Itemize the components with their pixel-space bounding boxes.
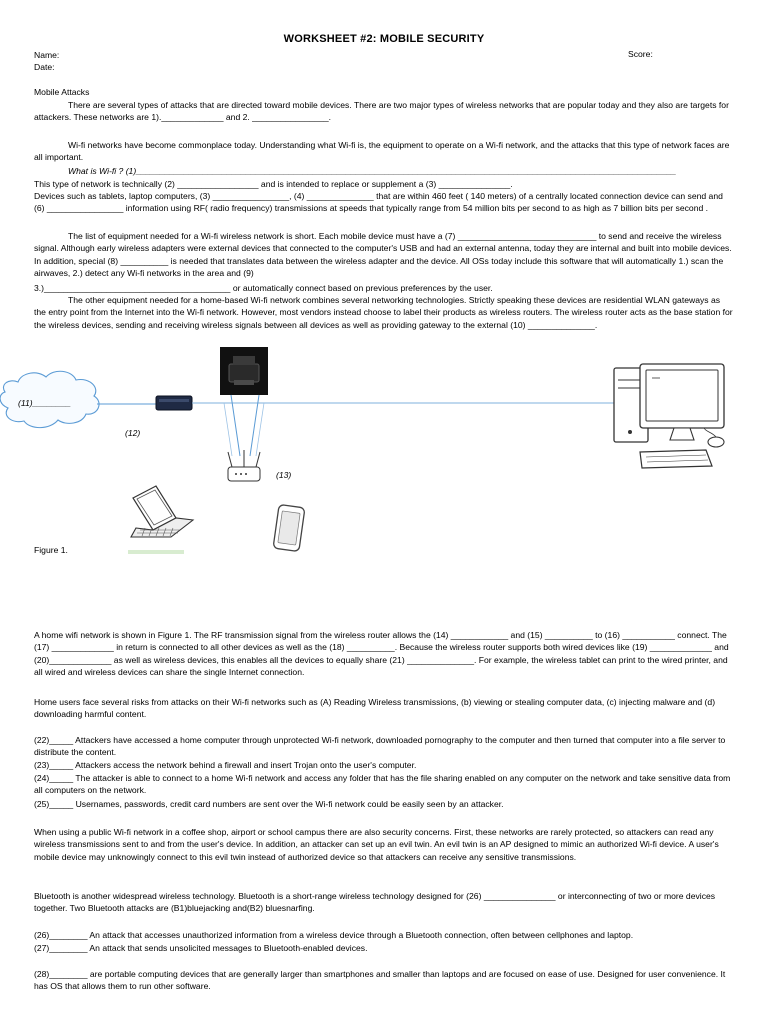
question-23: (23)_____ Attackers access the network behind a firewall and insert Trojan onto the user's computer. bbox=[34, 760, 417, 770]
name-label: Name: bbox=[34, 50, 60, 60]
paragraph-7: Home users face several risks from attacks on their Wi-fi networks such as (A) Reading Wireless transmissions, (b) viewing or stealing computer data, (c) injecting malware and (d) downloading harmful content. bbox=[34, 697, 716, 720]
score-label: Score: bbox=[628, 49, 653, 59]
question-1: What is Wi-fi ? (1)_________________________________________________________________________________________________________________ bbox=[68, 166, 677, 176]
paragraph-5: The other equipment needed for a home-based Wi-fi network combines several networking technologies. Strictly speaking these devices are residential WLAN gateways as the entry point from the Internet into the Wi-fi network. However, most vendors instead choose to label their products as wireless routers. The wireless router acts as the base station for the wireless devices, sending and receiving wireless signals between all devices as well as providing gateway to the external (10) ______________. bbox=[34, 295, 733, 330]
paragraph-2: Wi-fi networks have become commonplace today. Understanding what Wi-fi is, the equipment to operate on a Wi-fi network, and the attacks that this type of network faces are all important. bbox=[34, 140, 730, 163]
question-27: (27)________ An attack that sends unsolicited messages to Bluetooth-enabled devices. bbox=[34, 943, 368, 953]
figure-label-12: (12) bbox=[125, 428, 141, 438]
modem-icon bbox=[156, 396, 192, 410]
figure-caption: Figure 1. bbox=[34, 545, 68, 555]
date-label: Date: bbox=[34, 62, 55, 72]
paragraph-6: A home wifi network is shown in Figure 1. The RF transmission signal from the wireless router allows the (14) ____________ and (15) __________ to (16) ___________ connect. The (17) _____________ in return is connected to all other devices as well as the (18) __________. Because the wireless router supports both wired devices like (19) _____________ and (20)_____________ as well as wireless devices, this enables all the devices to equally share (21) ______________. For example, the wireless tablet can print to the wired printer, and all wired and wireless devices can share the single Internet connection. bbox=[34, 630, 729, 678]
paragraph-3-line-3: Devices such as tablets, laptop computers, (3) ________________, (4) ______________ that are within 460 feet ( 140 meters) of a centrally located connection device can send and (6) ________________ information using RF( radio frequency) transmissions at speeds that typically range from 54 million bits per second to as high as 7 billion bits per second . bbox=[34, 191, 723, 214]
question-24: (24)_____ The attacker is able to connect to a home Wi-fi network and access any folder that has the file sharing enabled on any computer on the network and take sensitive data from all computers on the network. bbox=[34, 773, 731, 796]
question-25: (25)_____ Usernames, passwords, credit card numbers are sent over the Wi-fi network could be easily seen by an attacker. bbox=[34, 799, 504, 809]
paragraph-3-line-2: This type of network is technically (2) _________________ and is intended to replace or supplement a (3) _______________. bbox=[34, 179, 513, 189]
paragraph-8: When using a public Wi-fi network in a coffee shop, airport or school campus there are also security concerns. First, these networks are rarely protected, so attackers can read any wireless transmissions sent to and from the user's device. In addition, an attacker can set up an evil twin. An evil twin is an AP designed to mimic an authorized Wi-fi device. A user's mobile device may unknowingly connect to this evil twin instead of authorized device so that attackers can receive any sensitive transmissions. bbox=[34, 827, 719, 862]
question-26: (26)________ An attack that accesses unauthorized information from a wireless device through a Bluetooth connection, often between cellphones and laptop. bbox=[34, 930, 634, 940]
wireless-router-icon bbox=[228, 450, 260, 481]
figure-label-13: (13) bbox=[276, 470, 292, 480]
paragraph-4-continued: 3.)_______________________________________ or automatically connect based on previous preferences by the user. bbox=[34, 283, 493, 293]
section-heading: Mobile Attacks bbox=[34, 87, 90, 97]
paragraph-1: There are several types of attacks that are directed toward mobile devices. There are two major types of wireless networks that are popular today and they also are targets for attackers. These networks are 1)._____________ and 2. ________________. bbox=[34, 100, 729, 123]
paragraph-4: The list of equipment needed for a Wi-fi wireless network is short. Each mobile device must have a (7) _____________________________ to send and receive the wireless signal. Although early wireless adapters were external devices that connected to the computer's USB and had an external antenna, today they are internal and built into mobile devices. In addition, special (8) __________ is needed that translates data between the wireless adapter and the device. All OSs today include this software that will automatically 1.) scan the airwaves, 2.) detect any Wi-fi networks in the area and (9) bbox=[34, 231, 732, 279]
printer-icon bbox=[220, 347, 268, 395]
figure-label-11: (11)________ bbox=[18, 398, 71, 408]
paragraph-9: Bluetooth is another widespread wireless technology. Bluetooth is a short-range wireless technology designed for (26) _______________ or interconnecting of two or more devices together. Two Bluetooth attacks are (B1)bluejacking and(B2) bluesnarfing. bbox=[34, 891, 716, 914]
question-28: (28)________ are portable computing devices that are generally larger than smartphones and smaller than laptops and are focused on ease of use. Designed for user convenience. It has OS that allows them to run other software. bbox=[34, 969, 726, 992]
desktop-computer-icon bbox=[614, 364, 724, 468]
worksheet-title: WORKSHEET #2: MOBILE SECURITY bbox=[283, 33, 485, 45]
question-22: (22)_____ Attackers have accessed a home computer through unprotected Wi-fi network, downloaded pornography to the computer and then turned that computer into a file server to distribute the content. bbox=[34, 735, 726, 758]
